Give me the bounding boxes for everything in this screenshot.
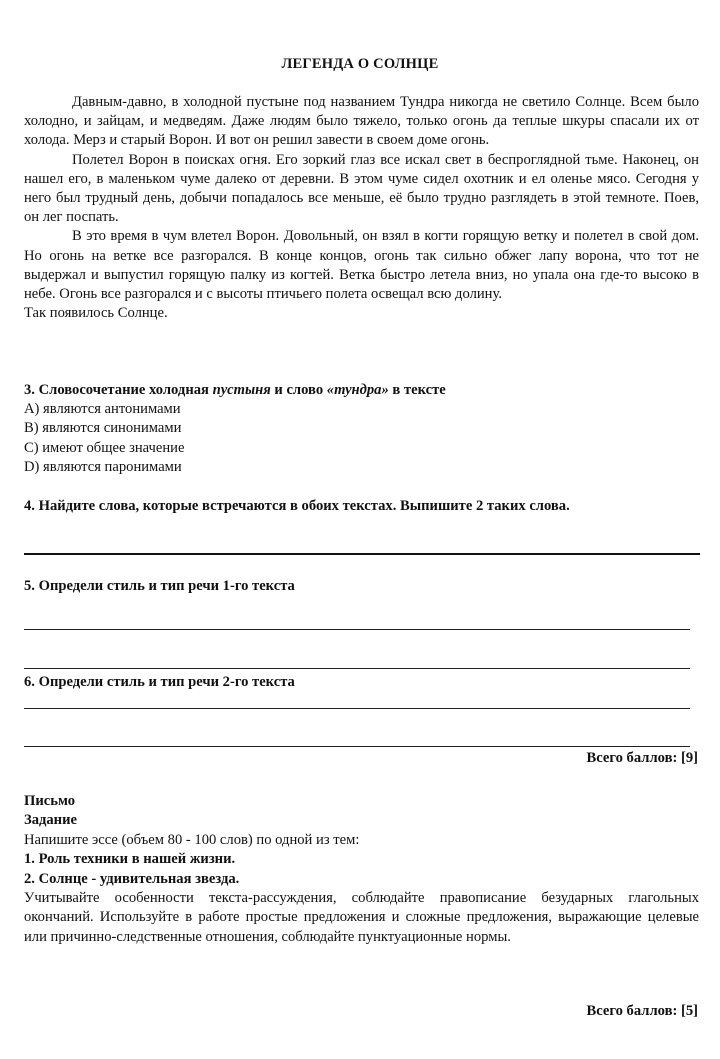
- text-title: ЛЕГЕНДА О СОЛНЦЕ: [281, 56, 439, 72]
- answer-line-q6[interactable]: [24, 708, 690, 709]
- story-paragraph: В это время в чум влетел Ворон. Довольный, он взял в когти горящую ветку и полетел в свой дом. Но огонь на ветке все разгорался. В конце концов, огонь так сильно обжег лапу ворона, что тот не выдержал и выпустил горящую палку из когтей. Ветка быстро летела вниз, но упала она где-то высоко в небе. Огонь все разгорался и с высоты птичьего полета освещал всю долину.: [24, 228, 699, 303]
- essay-requirements: Учитывайте особенности текста-рассуждения, соблюдайте правописание безударных глагольных окончаний. Используйте в работе простые предложения и сложные предложения, выражающие целевые или причинно-следственные отношения, соблюдайте пунктуационные нормы.: [24, 890, 699, 945]
- answer-option-b[interactable]: B) являются синонимами: [24, 420, 182, 437]
- answer-line-q4[interactable]: [24, 553, 700, 555]
- answer-option-c[interactable]: C) имеют общее значение: [24, 439, 185, 456]
- answer-option-a[interactable]: A) являются антонимами: [24, 401, 181, 418]
- answer-line-q6[interactable]: [24, 746, 690, 747]
- question-3-part: и слово: [270, 382, 327, 398]
- essay-heading: Письмо: [24, 793, 75, 809]
- story-ending: Так появилось Солнце.: [24, 305, 168, 322]
- answer-option-d[interactable]: D) являются паронимами: [24, 458, 182, 475]
- answer-line-q5[interactable]: [24, 668, 690, 669]
- question-3-italic: «тундра»: [326, 382, 389, 398]
- essay-topic-2: 2. Солнце - удивительная звезда.: [24, 870, 240, 887]
- story-text: [24, 93, 699, 323]
- essay-instruction: Напишите эссе (объем 80 - 100 слов) по одной из тем:: [24, 831, 360, 848]
- essay-topic-1: 1. Роль техники в нашей жизни.: [24, 851, 236, 868]
- question-3-text: [24, 381, 699, 400]
- essay-section: [24, 792, 699, 947]
- question-3-italic: пустыня: [212, 382, 271, 398]
- total-score-1: Всего баллов: [9]: [586, 750, 698, 766]
- story-paragraph: Давным-давно, в холодной пустыне под названием Тундра никогда не светило Солнце. Всем было холодно, и зайцам, и медведям. Даже людям было тяжело, только огонь да теплые шкуры спасали их от холода. Мерз и старый Ворон. И вот он решил завести в своем доме огонь.: [24, 94, 699, 149]
- total-score-2: Всего баллов: [5]: [586, 1003, 698, 1019]
- question-3: [24, 381, 699, 477]
- question-6-text: 6. Определи стиль и тип речи 2-го текста: [24, 674, 295, 690]
- story-paragraph: Полетел Ворон в поисках огня. Его зоркий глаз все искал свет в беспроглядной тьме. Наконец, он нашел его, в маленьком чуме далеко от деревни. В этом чуме сидел охотник и ел оленье мясо. Сегодня у него был трудный день, добычи попадалось все меньше, её было трудно разглядеть в этой темноте. Поев, он лег поспать.: [24, 151, 699, 226]
- question-4-text: 4. Найдите слова, которые встречаются в обоих текстах. Выпишите 2 таких слова.: [24, 498, 570, 514]
- essay-task-label: Задание: [24, 812, 77, 829]
- question-3-part: в тексте: [388, 382, 446, 398]
- question-5-text: 5. Определи стиль и тип речи 1-го текста: [24, 578, 295, 594]
- answer-line-q5[interactable]: [24, 629, 690, 630]
- question-3-part: 3. Словосочетание холодная: [24, 382, 213, 398]
